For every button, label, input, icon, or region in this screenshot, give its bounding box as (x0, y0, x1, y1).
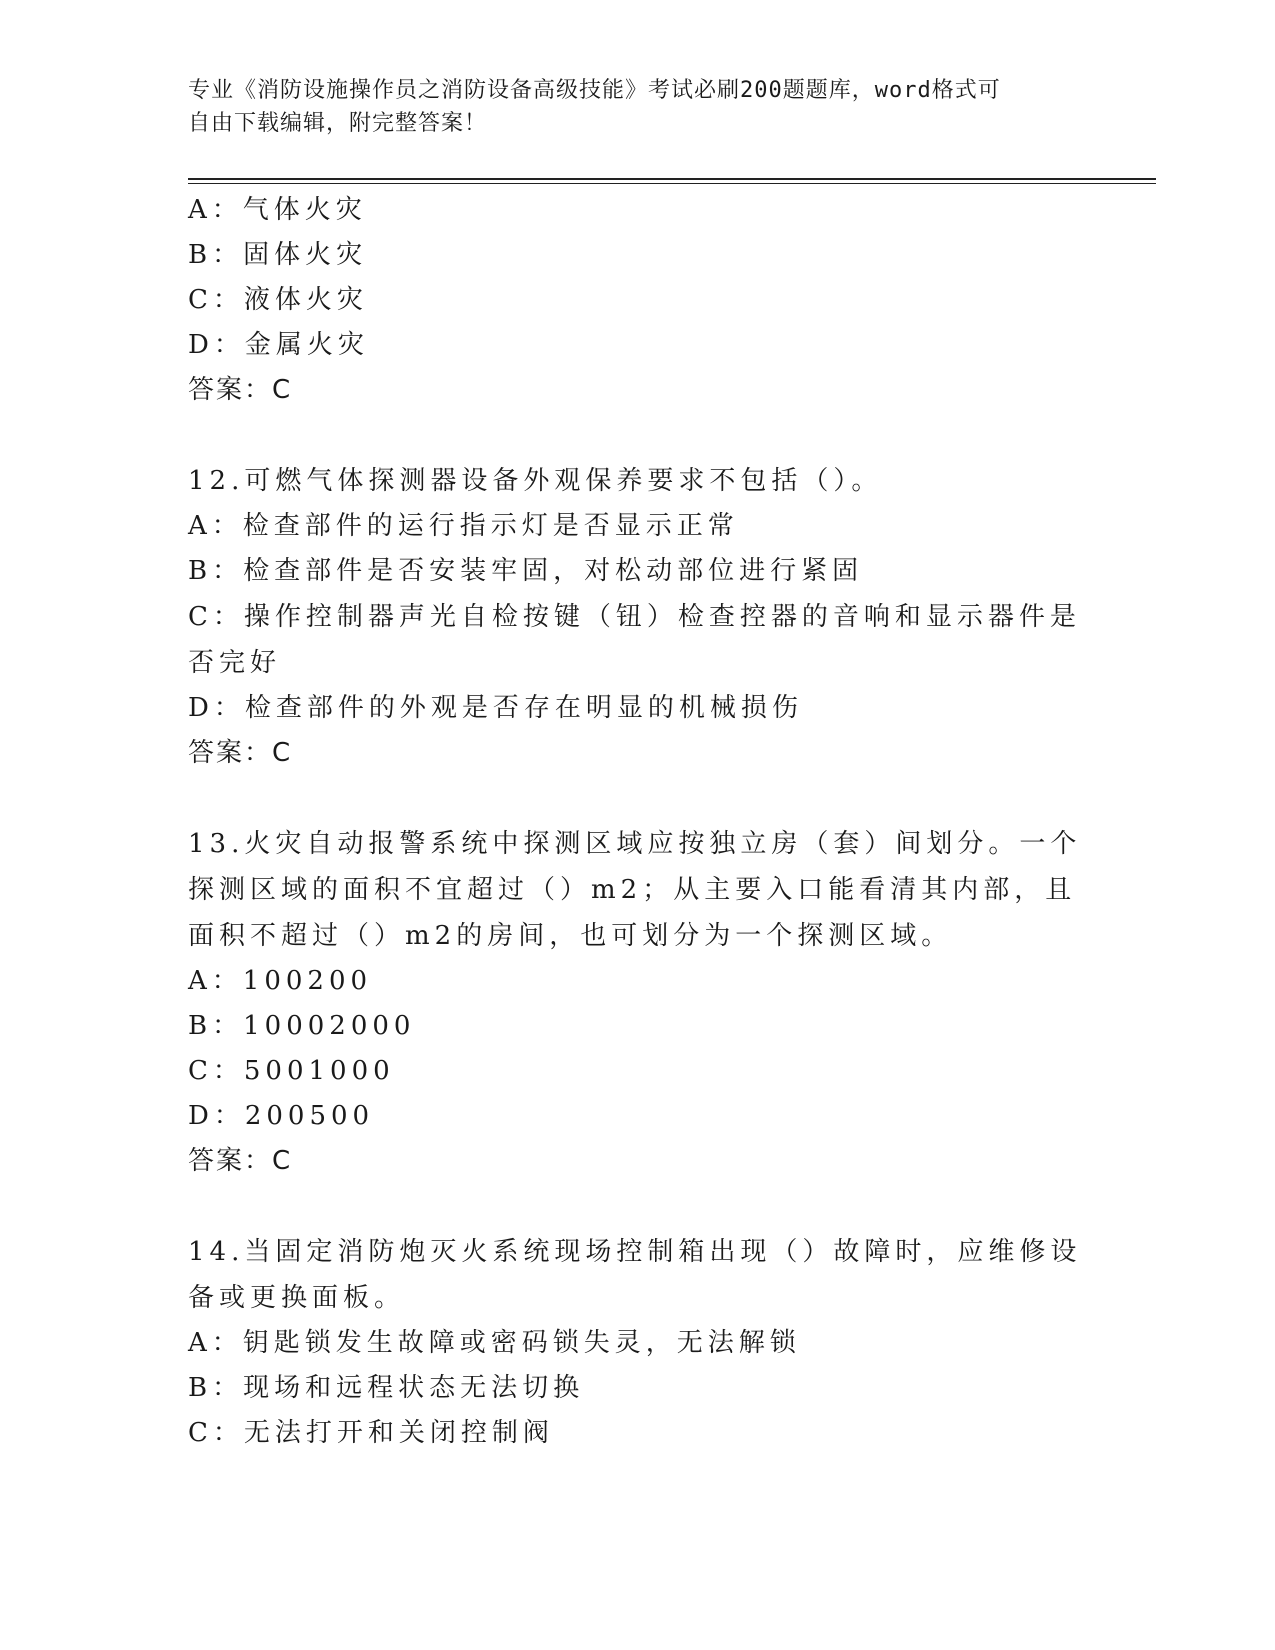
option-c: C：操作控制器声光自检按键（钮）检查控器的音响和显示器件是否完好 (188, 602, 1081, 678)
spacer (188, 413, 1088, 458)
option-d: D：200500 (188, 1101, 375, 1131)
option-c: C：5001000 (188, 1056, 395, 1086)
option-a: A：气体火灾 (188, 195, 367, 225)
question-13 (188, 821, 1088, 1184)
question-stem: 14.当固定消防炮灭火系统现场控制箱出现（）故障时，应维修设备或更换面板。 (188, 1237, 1082, 1313)
option-b: B：现场和远程状态无法切换 (188, 1373, 585, 1403)
question-12 (188, 458, 1088, 776)
answer: 答案：C (188, 1146, 293, 1176)
header-line-1: 专业《消防设施操作员之消防设备高级技能》考试必刷200题题库，word格式可 (188, 78, 1001, 103)
header-divider-top (188, 178, 1156, 180)
option-c: C：无法打开和关闭控制阀 (188, 1418, 554, 1448)
answer: 答案：C (188, 738, 293, 768)
spacer (188, 776, 1088, 821)
question-stem: 12.可燃气体探测器设备外观保养要求不包括（）。 (188, 466, 883, 496)
header-line-2: 自由下载编辑，附完整答案！ (188, 111, 488, 136)
option-a: A：检查部件的运行指示灯是否显示正常 (188, 511, 739, 541)
option-d: D：检查部件的外观是否存在明显的机械损伤 (188, 693, 803, 723)
question-14 (188, 1229, 1088, 1456)
option-d: D：金属火灾 (188, 330, 369, 360)
option-b: B：10002000 (188, 1011, 416, 1041)
option-a: A：钥匙锁发生故障或密码锁失灵，无法解锁 (188, 1328, 801, 1358)
option-b: B：固体火灾 (188, 240, 368, 270)
question-list (188, 188, 1088, 1456)
spacer (188, 1184, 1088, 1229)
question-stem: 13.火灾自动报警系统中探测区域应按独立房（套）间划分。一个探测区域的面积不宜超过（）m2；从主要入口能看清其内部，且面积不超过（）m2的房间，也可划分为一个探测区域。 (188, 829, 1082, 951)
option-a: A：100200 (188, 966, 373, 996)
document-header (188, 74, 1068, 140)
header-divider-bottom (188, 183, 1156, 184)
option-c: C：液体火灾 (188, 285, 368, 315)
answer: 答案：C (188, 375, 293, 405)
option-b: B：检查部件是否安装牢固，对松动部位进行紧固 (188, 556, 864, 586)
question-11 (188, 188, 1088, 413)
